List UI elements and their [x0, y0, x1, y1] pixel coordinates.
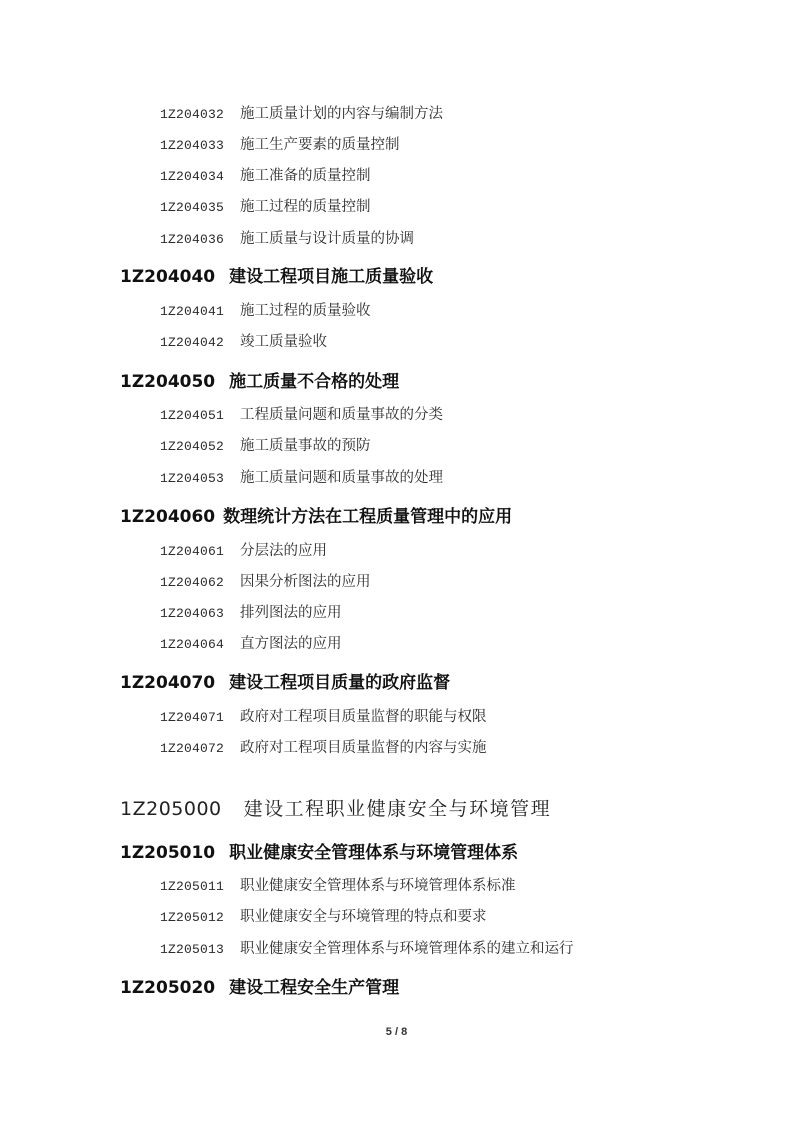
list-item: [160, 133, 400, 154]
list-item: [160, 330, 327, 351]
item-title: 职业健康安全管理体系与环境管理体系的建立和运行: [240, 941, 574, 957]
list-item: [160, 102, 443, 123]
section-heading: [120, 668, 450, 693]
list-item: [160, 403, 443, 424]
list-item: [160, 570, 371, 591]
item-title: 施工质量问题和质量事故的处理: [240, 470, 444, 486]
list-item: [160, 601, 342, 622]
item-code: 1Z204036: [160, 232, 225, 247]
item-code: 1Z204034: [160, 169, 225, 184]
item-title: 施工质量与设计质量的协调: [240, 231, 415, 247]
item-code: 1Z204053: [160, 471, 225, 486]
item-code: 1Z204041: [160, 304, 225, 319]
section-title: 职业健康安全管理体系与环境管理体系: [229, 843, 519, 863]
section-title: 建设工程安全生产管理: [229, 978, 400, 998]
item-code: 1Z204063: [160, 606, 225, 621]
item-title: 政府对工程项目质量监督的职能与权限: [240, 709, 487, 725]
item-code: 1Z205013: [160, 942, 225, 957]
list-item: [160, 466, 443, 487]
item-title: 施工准备的质量控制: [240, 168, 371, 184]
item-code: 1Z204061: [160, 544, 225, 559]
section-code: 1Z205010: [120, 843, 216, 863]
section-heading: [120, 973, 399, 998]
item-title: 政府对工程项目质量监督的内容与实施: [240, 740, 487, 756]
list-item: [160, 164, 371, 185]
item-code: 1Z204062: [160, 575, 225, 590]
item-code: 1Z204033: [160, 138, 225, 153]
item-code: 1Z204052: [160, 439, 225, 454]
item-code: 1Z204051: [160, 408, 225, 423]
item-title: 职业健康安全与环境管理的特点和要求: [240, 909, 487, 925]
item-code: 1Z204035: [160, 200, 225, 215]
item-title: 因果分析图法的应用: [240, 574, 371, 590]
item-code: 1Z205012: [160, 910, 225, 925]
item-title: 竣工质量验收: [240, 334, 328, 350]
list-item: [160, 937, 574, 958]
item-title: 施工过程的质量控制: [240, 199, 371, 215]
item-code: 1Z204064: [160, 637, 225, 652]
item-title: 直方图法的应用: [240, 636, 342, 652]
list-item: [160, 874, 516, 895]
section-code: 1Z204060: [120, 507, 216, 527]
item-title: 排列图法的应用: [240, 605, 342, 621]
section-code: 1Z204050: [120, 372, 216, 392]
section-heading: [120, 838, 518, 863]
section-title: 数理统计方法在工程质量管理中的应用: [223, 507, 513, 527]
item-title: 工程质量问题和质量事故的分类: [240, 407, 444, 423]
section-title: 建设工程项目施工质量验收: [229, 267, 434, 287]
section-code: 1Z204070: [120, 673, 216, 693]
section-heading: [120, 502, 512, 527]
list-item: [160, 434, 371, 455]
list-item: [160, 195, 371, 216]
chapter-title: 建设工程职业健康安全与环境管理: [243, 798, 552, 820]
section-code: 1Z205020: [120, 978, 216, 998]
item-title: 施工质量计划的内容与编制方法: [240, 106, 444, 122]
item-code: 1Z205011: [160, 879, 225, 894]
section-title: 建设工程项目质量的政府监督: [229, 673, 451, 693]
section-heading: [120, 262, 433, 287]
chapter-code: 1Z205000: [120, 798, 222, 820]
item-code: 1Z204042: [160, 335, 225, 350]
list-item: [160, 299, 371, 320]
item-code: 1Z204072: [160, 741, 225, 756]
section-code: 1Z204040: [120, 267, 216, 287]
chapter-heading: [120, 794, 551, 821]
list-item: [160, 705, 487, 726]
list-item: [160, 539, 327, 560]
item-title: 分层法的应用: [240, 543, 328, 559]
list-item: [160, 905, 487, 926]
item-title: 施工质量事故的预防: [240, 438, 371, 454]
list-item: [160, 227, 414, 248]
item-title: 职业健康安全管理体系与环境管理体系标准: [240, 878, 516, 894]
item-code: 1Z204032: [160, 107, 225, 122]
page-number: 5 / 8: [385, 1026, 408, 1038]
list-item: [160, 736, 487, 757]
item-title: 施工过程的质量验收: [240, 303, 371, 319]
section-title: 施工质量不合格的处理: [229, 372, 400, 392]
item-title: 施工生产要素的质量控制: [240, 137, 400, 153]
list-item: [160, 632, 342, 653]
section-heading: [120, 367, 399, 392]
item-code: 1Z204071: [160, 710, 225, 725]
